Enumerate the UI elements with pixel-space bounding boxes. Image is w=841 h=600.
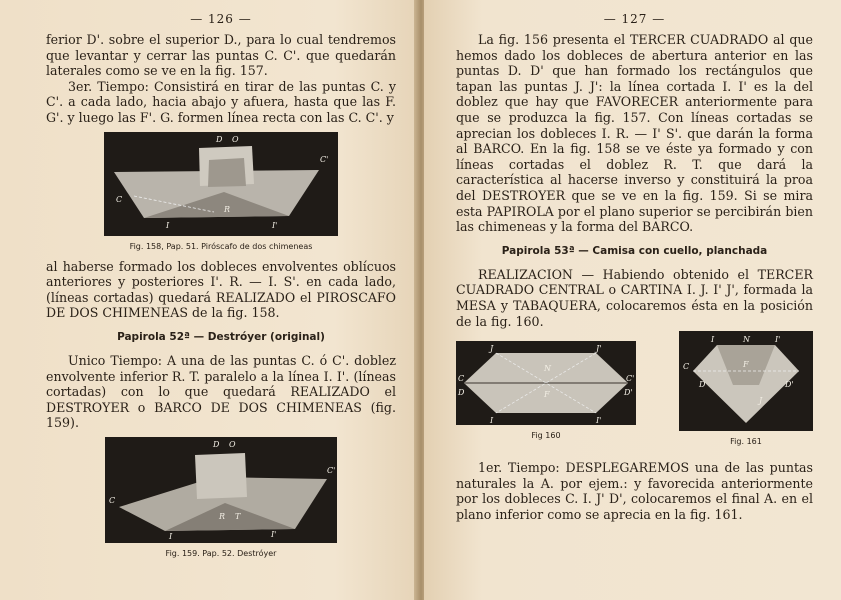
figure-label: J'	[596, 344, 602, 354]
figure-label: O	[232, 134, 239, 144]
figure-161-column	[679, 335, 813, 454]
paragraph: 3er. Tiempo: Consistirá en tirar de las puntas C. y C'. a cada lado, hacia abajo y afuera, hasta que las F. G'. y luego las F'. G. formen línea recta con las C. C'. y	[46, 78, 396, 125]
figure-label: R	[224, 204, 231, 214]
figure-label: R	[219, 511, 226, 521]
figure-label: I'	[596, 416, 602, 426]
figure-161-photo	[679, 331, 813, 431]
figure-label: D'	[785, 380, 794, 390]
figure-label: C'	[320, 154, 329, 164]
figure-label: I	[169, 531, 173, 541]
paragraph: 1er. Tiempo: DESPLEGAREMOS una de las puntas naturales la A. por ejem.: y favorecida anteriormente por los dobleces C. I. J' D', colocaremos el final A. en el plano inferior como se aprecia en la fig. 161.	[456, 460, 813, 522]
paper-boat-illustration	[104, 132, 338, 236]
section-heading: Papirola 53ª — Camisa con cuello, planchada	[501, 244, 768, 257]
destroyer-boat-illustration	[105, 437, 337, 543]
figure-label: D	[213, 439, 220, 449]
figure-label: T	[235, 511, 241, 521]
section-heading: Papirola 52ª — Destróyer (original)	[117, 330, 325, 343]
figure-159-photo	[105, 437, 337, 543]
figure-label: D'	[624, 388, 633, 398]
figure-label: C'	[626, 374, 635, 384]
left-page	[0, 0, 418, 600]
figure-160-column	[456, 341, 636, 454]
figure-label: J	[490, 344, 494, 354]
figure-caption: Fig. 158, Pap. 51. Piróscafo de dos chimeneas	[129, 241, 313, 251]
figure-label: C	[109, 495, 116, 505]
figure-label: I'	[775, 335, 781, 345]
figure-label: C'	[327, 465, 336, 475]
page-number: — 126 —	[190, 12, 252, 26]
figure-label: I	[166, 220, 170, 230]
paragraph: REALIZACION — Habiendo obtenido el TERCER CUADRADO CENTRAL o CARTINA I. J. I' J', formada la MESA y TABAQUERA, colocaremos ésta en la posición de la fig. 160.	[456, 266, 813, 329]
figure-label: D	[216, 134, 223, 144]
folded-shirt-illustration	[679, 331, 813, 431]
figure-caption: Fig. 159. Pap. 52. Destróyer	[165, 548, 277, 558]
figure-label: I'	[272, 220, 278, 230]
figure-label: N	[544, 364, 551, 374]
paragraph: Unico Tiempo: A una de las puntas C. ó C'. doblez envolvente inferior R. T. paralelo a la línea I. I'. (líneas cortadas) con lo que quedará REALIZADO el DESTROYER o BARCO DE DOS CHIMENEAS (fig. 159).	[46, 352, 396, 431]
page-number: — 127 —	[603, 12, 666, 26]
figure-label: C	[116, 194, 123, 204]
figure-label: J	[759, 396, 763, 406]
figure-label: F	[743, 360, 749, 370]
paragraph: al haberse formado los dobleces envolventes oblícuos anteriores y posteriores I'. R. — I. S'. en cada lado, (líneas cortadas) quedará REALIZADO el PIROSCAFO DE DOS CHIMENEAS de la fig. 158.	[46, 258, 396, 321]
figure-caption: Fig 160	[531, 431, 561, 441]
figure-160-photo	[456, 341, 636, 425]
figure-158-photo	[104, 132, 338, 236]
figure-label: D	[699, 380, 706, 390]
figure-label: C	[458, 374, 465, 384]
figure-label: C	[683, 362, 690, 372]
folded-square-illustration	[456, 341, 636, 425]
figure-label: I'	[271, 529, 277, 539]
paragraph: La fig. 156 presenta el TERCER CUADRADO al que hemos dado los dobleces de abertura anterior en las puntas D. D' que han formado los rectángulos que tapan las puntas J. J': la línea cortada I. I' es la del doblez que hay que FAVORECER anteriormente para que se produzca la fig. 157. Con líneas cortadas se aprecian los dobleces I. R. — I' S'. que darán la forma al BARCO. En la fig. 158 se ve éste ya formado y con líneas cortadas el doblez R. T. que dará la característica al hacerse inverso y constituirá la proa del DESTROYER que se ve en la fig. 159. Si se mira esta PAPIROLA por el plano superior se percibirán bien las chimeneas y la forma del BARCO.	[456, 32, 813, 235]
right-page	[424, 0, 841, 600]
figure-caption: Fig. 161	[730, 437, 762, 447]
figure-label: D	[458, 388, 465, 398]
figure-label: N	[743, 335, 750, 345]
figure-row	[456, 335, 813, 454]
figure-label: I	[490, 416, 494, 426]
figure-label: F	[544, 390, 550, 400]
paragraph: ferior D'. sobre el superior D., para lo cual tendremos que levantar y cerrar las puntas C. C'. que quedarán laterales como se ve en la fig. 157.	[46, 32, 396, 79]
figure-label: I	[711, 335, 715, 345]
figure-label: O	[229, 439, 236, 449]
